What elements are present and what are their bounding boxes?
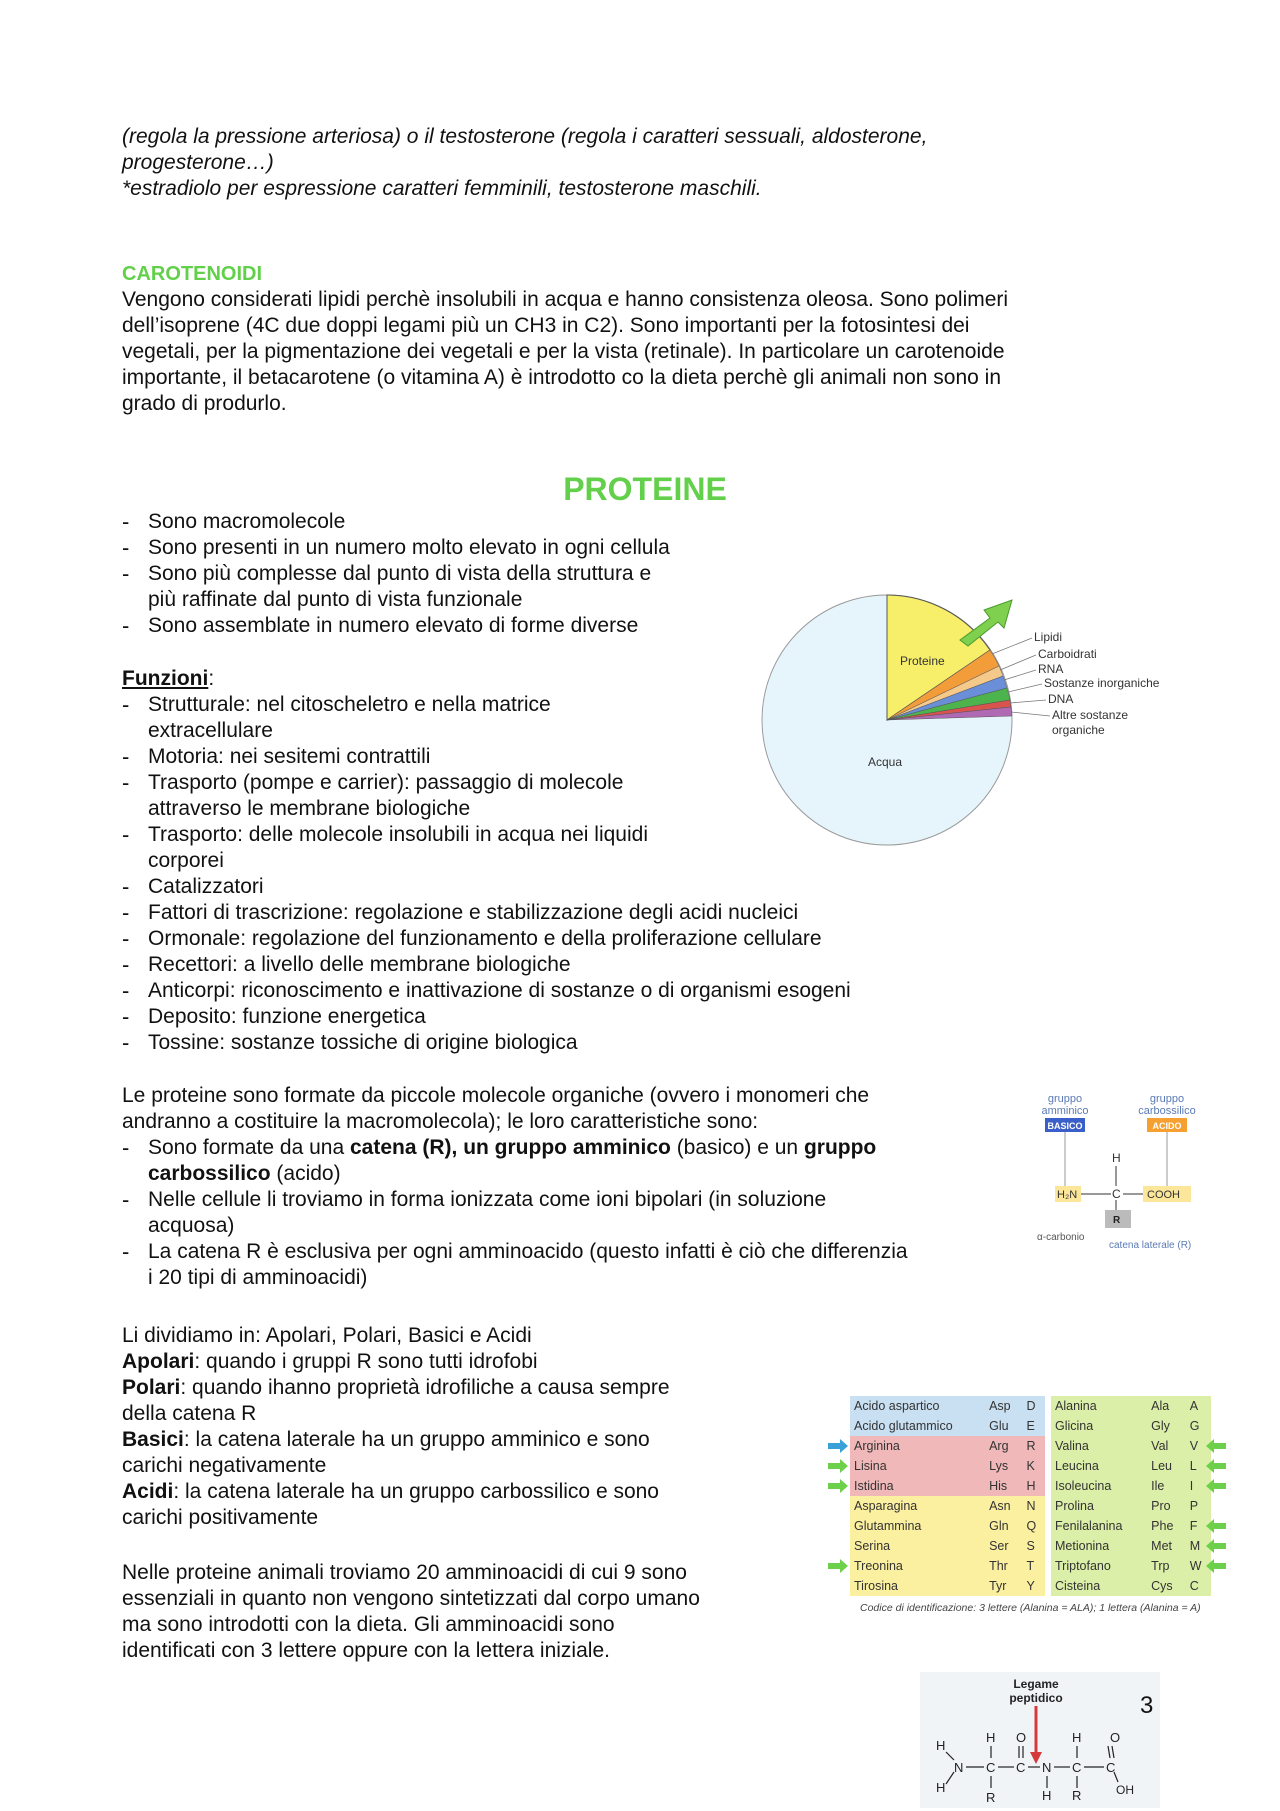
list-item xyxy=(122,1187,1022,1239)
pie-label-lipidi: Lipidi xyxy=(1034,630,1063,644)
figure-label: peptidico xyxy=(1009,1691,1063,1705)
list-item xyxy=(122,561,762,613)
text-run: i 20 tipi di amminoacidi) xyxy=(148,1266,368,1289)
paragraph-line: andranno a costituire la macromolecola); le loro caratteristiche sono: xyxy=(122,1110,759,1133)
table-cell: Metionina xyxy=(1055,1539,1110,1553)
atom-label: C xyxy=(1016,1760,1026,1775)
list-item xyxy=(122,1135,1022,1187)
table-cell: Triptofano xyxy=(1055,1559,1111,1573)
figure-label: α-carbonio xyxy=(1037,1232,1085,1243)
atom-label: N xyxy=(1042,1760,1052,1775)
table-cell: A xyxy=(1189,1399,1199,1413)
paragraph-line: carichi negativamente xyxy=(122,1454,327,1477)
carotenoidi-line: grado di produrlo. xyxy=(122,392,287,415)
arrow-icon xyxy=(1206,1519,1226,1533)
aminoacid-table-figure xyxy=(850,1396,1230,1614)
table-cell: Asparagina xyxy=(854,1499,918,1513)
intro-line: (regola la pressione arteriosa) o il testosterone (regola i caratteri sessuali, aldosterone, xyxy=(122,125,928,148)
list-item: - Fattori di trascrizione: regolazione e stabilizzazione degli acidi nucleici xyxy=(122,900,1022,926)
pie-label-sostanze: Sostanze inorganiche xyxy=(1044,676,1160,690)
table-cell: W xyxy=(1189,1559,1202,1573)
paragraph-line: Li dividiamo in: Apolari, Polari, Basici e Acidi xyxy=(122,1324,532,1347)
table-cell: Treonina xyxy=(854,1559,903,1573)
table-cell: D xyxy=(1026,1399,1036,1413)
carotenoidi-section xyxy=(122,261,1162,417)
leader-line xyxy=(1011,712,1050,716)
text-run: Acidi xyxy=(122,1480,174,1503)
table-cell: Ser xyxy=(989,1539,1009,1553)
figure-label: amminico xyxy=(1041,1105,1089,1117)
table-cell: Asp xyxy=(989,1399,1011,1413)
table-cell: Phe xyxy=(1151,1519,1174,1533)
atom-label: H xyxy=(1112,1151,1121,1165)
aminoacid-arrows xyxy=(828,1396,1228,1596)
table-cell: Y xyxy=(1026,1579,1035,1593)
text-run: Nelle cellule li troviamo in forma ionizzata come ioni bipolari (in soluzione xyxy=(148,1188,827,1211)
leader-line xyxy=(992,638,1032,654)
carotenoidi-line: Vengono considerati lipidi perchè insolubili in acqua e hanno consistenza oleosa. Sono polimeri xyxy=(122,288,1009,311)
paragraph-line xyxy=(122,1427,822,1453)
text-run: , xyxy=(451,1136,464,1159)
atom-label: OH xyxy=(1116,1783,1134,1797)
table-cell: Q xyxy=(1026,1519,1037,1533)
atom-label: O xyxy=(1110,1730,1121,1745)
figure-label: ACIDO xyxy=(1152,1121,1182,1131)
figure-label: Legame xyxy=(1013,1677,1059,1691)
figure-label: BASICO xyxy=(1047,1121,1083,1131)
arrow-icon xyxy=(1206,1559,1226,1573)
text-run: Sono formate da una xyxy=(148,1136,350,1159)
table-cell: Ala xyxy=(1151,1399,1170,1413)
leader-line xyxy=(1000,655,1036,670)
leader-line xyxy=(1008,684,1042,692)
pie-label-dna: DNA xyxy=(1048,692,1074,706)
atom-label: C xyxy=(1072,1760,1082,1775)
atom-label: H₂N xyxy=(1057,1189,1078,1201)
list-item-text: Strutturale: nel citoscheletro e nella matrice xyxy=(148,693,551,716)
table-cell: Serina xyxy=(854,1539,891,1553)
arrow-icon xyxy=(828,1439,848,1453)
text-run: : la catena laterale ha un gruppo amminico e sono xyxy=(183,1428,650,1451)
atom-label: C xyxy=(986,1760,996,1775)
table-cell: Trp xyxy=(1151,1559,1170,1573)
paragraph-line: carichi positivamente xyxy=(122,1506,319,1529)
table-cell: Asn xyxy=(989,1499,1011,1513)
list-item: - Catalizzatori xyxy=(122,874,1022,900)
list-item: - Motoria: nei sesitemi contrattili xyxy=(122,744,1022,770)
list-item: - Anticorpi: riconoscimento e inattivazione di sostanze o di organismi esogeni xyxy=(122,978,1022,1004)
table-cell: F xyxy=(1189,1519,1198,1533)
list-item: - Sono macromolecole xyxy=(122,509,762,535)
list-item: - Tossine: sostanze tossiche di origine biologica xyxy=(122,1030,1022,1056)
paragraph-line: ma sono introdotti con la dieta. Gli amminoacidi sono xyxy=(122,1613,615,1636)
paragraph-line: Le proteine sono formate da piccole molecole organiche (ovvero i monomeri che xyxy=(122,1084,870,1107)
page-number: 3 xyxy=(1140,1692,1154,1719)
table-cell: Thr xyxy=(989,1559,1008,1573)
pie-label-carboidrati: Carboidrati xyxy=(1038,647,1097,661)
table-cell: E xyxy=(1026,1419,1035,1433)
list-item xyxy=(122,1239,1022,1291)
table-cell: Glutammina xyxy=(854,1519,922,1533)
text-run: : quando ihanno proprietà idrofiliche a causa sempre xyxy=(180,1376,670,1399)
atom-label: H xyxy=(936,1738,946,1753)
table-cell: Glicina xyxy=(1055,1419,1094,1433)
intro-block xyxy=(122,124,1122,202)
text-run: carbossilico xyxy=(148,1162,271,1185)
paragraph-line: della catena R xyxy=(122,1402,257,1425)
table-cell: M xyxy=(1189,1539,1201,1553)
table-cell: Ile xyxy=(1151,1479,1165,1493)
intro-line: progesterone…) xyxy=(122,151,274,174)
funzioni-heading: Funzioni xyxy=(122,667,209,690)
arrow-icon xyxy=(1206,1439,1226,1453)
atom-label: H xyxy=(1072,1730,1082,1745)
table-cell: Pro xyxy=(1151,1499,1171,1513)
leader-line xyxy=(1004,670,1036,680)
table-cell: N xyxy=(1026,1499,1036,1513)
amminoacidi-section xyxy=(122,1083,1022,1291)
table-cell: H xyxy=(1026,1479,1036,1493)
text-run: (acido) xyxy=(270,1162,341,1185)
carotenoidi-line: dell’isoprene (4C due doppi legami più un CH3 in C2). Sono importanti per la fotosintesi dei xyxy=(122,314,970,337)
table-cell: Leucina xyxy=(1055,1459,1099,1473)
pie-label-acqua: Acqua xyxy=(868,755,903,769)
paragraph-line: essenziali in quanto non vengono sintetizzati dal corpo umano xyxy=(122,1587,700,1610)
figure-label: catena laterale (R) xyxy=(1109,1240,1192,1250)
arrow-icon xyxy=(828,1459,848,1473)
text-run: (basico) e un xyxy=(670,1136,804,1159)
table-cell: Acido glutammico xyxy=(854,1419,953,1433)
text-run: Apolari xyxy=(122,1350,195,1373)
table-cell: Glu xyxy=(989,1419,1009,1433)
carotenoidi-heading: CAROTENOIDI xyxy=(122,263,262,285)
text-run: Polari xyxy=(122,1376,181,1399)
table-cell: L xyxy=(1189,1459,1197,1473)
proteine-title: PROTEINE xyxy=(563,471,727,507)
arrow-icon xyxy=(828,1559,848,1573)
atom-label: R xyxy=(1072,1788,1082,1803)
table-cell: I xyxy=(1189,1479,1194,1493)
atom-label: R xyxy=(986,1790,996,1805)
atom-label: H xyxy=(936,1780,946,1795)
list-item-text: extracellulare xyxy=(148,719,273,742)
aminoacid-structure-figure xyxy=(1035,1090,1215,1250)
text-run: La catena R è esclusiva per ogni amminoacido (questo infatti è ciò che differenzia xyxy=(148,1240,908,1263)
table-cell: Met xyxy=(1151,1539,1172,1553)
essenziali-section xyxy=(122,1560,822,1664)
atom-label: R xyxy=(1113,1215,1121,1226)
arrow-icon xyxy=(828,1479,848,1493)
figure-label: gruppo xyxy=(1047,1093,1083,1105)
table-cell: Istidina xyxy=(854,1479,894,1493)
table-cell: G xyxy=(1189,1419,1200,1433)
atom-label: COOH xyxy=(1147,1189,1180,1201)
table-cell: Tyr xyxy=(989,1579,1007,1593)
paragraph-line: identificati con 3 lettere oppure con la lettera iniziale. xyxy=(122,1639,610,1662)
table-cell: Isoleucina xyxy=(1055,1479,1112,1493)
list-item: - Ormonale: regolazione del funzionamento e della proliferazione cellulare xyxy=(122,926,1022,952)
table-cell: Cys xyxy=(1151,1579,1173,1593)
table-cell: Gly xyxy=(1151,1419,1170,1433)
classi-section xyxy=(122,1323,822,1531)
atom-label: C xyxy=(1112,1187,1121,1201)
list-item: - Deposito: funzione energetica xyxy=(122,1004,1022,1030)
atom-label: H xyxy=(1042,1788,1052,1803)
table-cell: Valina xyxy=(1055,1439,1089,1453)
table-cell: P xyxy=(1189,1499,1199,1513)
table-cell: Cisteina xyxy=(1055,1579,1101,1593)
table-cell: C xyxy=(1189,1579,1199,1593)
paragraph-line: Nelle proteine animali troviamo 20 amminoacidi di cui 9 sono xyxy=(122,1561,687,1584)
text-run: acquosa) xyxy=(148,1214,235,1237)
carotenoidi-line: vegetali, per la pigmentazione dei vegetali e per la vista (retinale). In particolare un carotenoide xyxy=(122,340,1005,363)
paragraph-line xyxy=(122,1479,822,1505)
table-cell: Tirosina xyxy=(854,1579,898,1593)
intro-line: *estradiolo per espressione caratteri femminili, testosterone maschili. xyxy=(122,177,762,200)
arrow-icon xyxy=(1206,1479,1226,1493)
table-cell: S xyxy=(1026,1539,1035,1553)
pie-label-proteine: Proteine xyxy=(900,654,945,668)
list-item-text: Trasporto: delle molecole insolubili in acqua nei liquidi xyxy=(148,823,649,846)
text-run: catena (R) xyxy=(349,1136,452,1159)
carotenoidi-line: importante, il betacarotene (o vitamina A) è introdotto co la dieta perchè gli animali non sono in xyxy=(122,366,1002,389)
text-run: gruppo xyxy=(803,1136,877,1159)
text-run: un gruppo amminico xyxy=(463,1136,671,1159)
table-cell: Lys xyxy=(989,1459,1009,1473)
table-cell: Alanina xyxy=(1055,1399,1097,1413)
atom-label: O xyxy=(1016,1730,1027,1745)
table-cell: R xyxy=(1026,1439,1036,1453)
funzioni-colon: : xyxy=(208,667,215,690)
table-cell: Gln xyxy=(989,1519,1009,1533)
atom-label: C xyxy=(1106,1760,1116,1775)
paragraph-line xyxy=(122,1375,822,1401)
table-cell: His xyxy=(989,1479,1008,1493)
atom-label: H xyxy=(986,1730,996,1745)
list-item: - Recettori: a livello delle membrane biologiche xyxy=(122,952,1022,978)
table-cell: Prolina xyxy=(1055,1499,1094,1513)
cell-composition-pie xyxy=(760,580,1180,850)
table-cell: Arg xyxy=(989,1439,1009,1453)
paragraph-line xyxy=(122,1349,822,1375)
figure-label: gruppo xyxy=(1149,1093,1185,1105)
pie-label-altre: Altre sostanze xyxy=(1052,708,1129,722)
table-cell: Leu xyxy=(1151,1459,1173,1473)
table-cell: Acido aspartico xyxy=(854,1399,940,1413)
pie-label-rna: RNA xyxy=(1038,662,1064,676)
list-item: - Sono presenti in un numero molto elevato in ogni cellula xyxy=(122,535,762,561)
text-run: Basici xyxy=(122,1428,184,1451)
list-item-text: attraverso le membrane biologiche xyxy=(148,797,471,820)
table-cell: V xyxy=(1189,1439,1199,1453)
figure-label: carbossilico xyxy=(1138,1105,1196,1117)
arrow-icon xyxy=(1206,1459,1226,1473)
pie-label-altre: organiche xyxy=(1052,723,1105,737)
arrow-icon xyxy=(1206,1539,1226,1553)
text-run: : la catena laterale ha un gruppo carbossilico e sono xyxy=(173,1480,659,1503)
list-item: - Sono assemblate in numero elevato di forme diverse xyxy=(122,613,762,639)
list-item-text: più raffinate dal punto di vista funzionale xyxy=(148,588,523,611)
list-item-text: Trasporto (pompe e carrier): passaggio di molecole xyxy=(148,771,624,794)
peptide-bond-figure xyxy=(920,1672,1160,1808)
table-cell: K xyxy=(1026,1459,1035,1473)
leader-line xyxy=(1010,700,1046,703)
atom-label: N xyxy=(954,1760,964,1775)
table-cell: Fenilalanina xyxy=(1055,1519,1123,1533)
proteine-bullets xyxy=(122,509,762,639)
table-cell: T xyxy=(1026,1559,1035,1573)
table-cell: Arginina xyxy=(854,1439,900,1453)
table-caption: Codice di identificazione: 3 lettere (Alanina = ALA); 1 lettera (Alanina = A) xyxy=(860,1602,1201,1614)
table-cell: Val xyxy=(1151,1439,1169,1453)
list-item-text: corporei xyxy=(148,849,224,872)
text-run: : quando i gruppi R sono tutti idrofobi xyxy=(194,1350,538,1373)
list-item-text: Sono più complesse dal punto di vista della struttura e xyxy=(148,562,652,585)
table-cell: Lisina xyxy=(854,1459,887,1473)
arrow-icon xyxy=(960,600,1012,646)
